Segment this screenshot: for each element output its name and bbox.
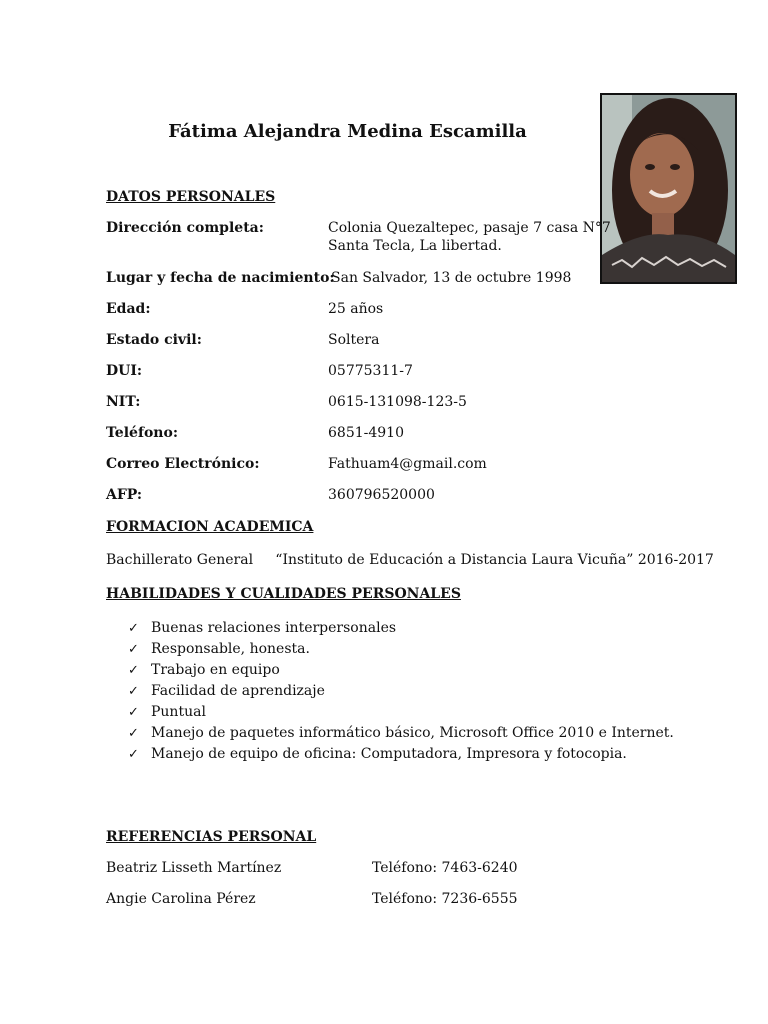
checkmark-icon: ✓ (128, 705, 139, 720)
profile-photo-illustration (602, 95, 735, 282)
skill-text: Puntual (151, 704, 206, 720)
skill-text: Facilidad de aprendizaje (151, 683, 325, 699)
checkmark-icon: ✓ (128, 747, 139, 762)
value-civil-status: Soltera (328, 332, 380, 348)
value-email: Fathuam4@gmail.com (328, 456, 487, 472)
list-item (128, 702, 674, 723)
label-nit: NIT: (106, 394, 141, 410)
value-age: 25 años (328, 301, 384, 317)
skills-list (128, 618, 674, 765)
reference-phone: Teléfono: 7236-6555 (372, 891, 518, 907)
skill-text: Manejo de paquetes informático básico, Microsoft Office 2010 e Internet. (151, 725, 674, 741)
list-item (128, 723, 674, 744)
resume-title: Fátima Alejandra Medina Escamilla (168, 121, 527, 142)
skill-text: Buenas relaciones interpersonales (151, 620, 397, 636)
label-address: Dirección completa: (106, 220, 264, 236)
list-item (128, 744, 674, 765)
profile-photo (600, 93, 737, 284)
value-dui: 05775311-7 (328, 363, 413, 379)
checkmark-icon: ✓ (128, 663, 139, 678)
label-phone: Teléfono: (106, 425, 178, 441)
heading-education: FORMACION ACADEMICA (106, 519, 314, 535)
checkmark-icon: ✓ (128, 642, 139, 657)
education-entry: Bachillerato General “Instituto de Educación a Distancia Laura Vicuña” 2016-2017 (106, 552, 714, 568)
value-birth: San Salvador, 13 de octubre 1998 (331, 270, 572, 286)
label-age: Edad: (106, 301, 151, 317)
reference-name: Beatriz Lisseth Martínez (106, 860, 282, 876)
reference-name: Angie Carolina Pérez (106, 891, 256, 907)
value-phone: 6851-4910 (328, 425, 404, 441)
heading-skills: HABILIDADES Y CUALIDADES PERSONALES (106, 586, 461, 602)
value-address: Colonia Quezaltepec, pasaje 7 casa N°7 Santa Tecla, La libertad. (328, 220, 611, 254)
checkmark-icon: ✓ (128, 621, 139, 636)
checkmark-icon: ✓ (128, 684, 139, 699)
label-afp: AFP: (106, 487, 142, 503)
skill-text: Manejo de equipo de oficina: Computadora, Impresora y fotocopia. (151, 746, 627, 762)
heading-personal-data: DATOS PERSONALES (106, 189, 276, 205)
label-email: Correo Electrónico: (106, 456, 260, 472)
skill-text: Trabajo en equipo (151, 662, 280, 678)
reference-phone: Teléfono: 7463-6240 (372, 860, 518, 876)
label-dui: DUI: (106, 363, 143, 379)
list-item (128, 639, 674, 660)
skill-text: Responsable, honesta. (151, 641, 310, 657)
list-item (128, 660, 674, 681)
checkmark-icon: ✓ (128, 726, 139, 741)
list-item (128, 681, 674, 702)
heading-references: REFERENCIAS PERSONAL (106, 829, 317, 845)
label-civil-status: Estado civil: (106, 332, 202, 348)
label-birth: Lugar y fecha de nacimiento: (106, 270, 335, 286)
list-item (128, 618, 674, 639)
value-nit: 0615-131098-123-5 (328, 394, 467, 410)
value-afp: 360796520000 (328, 487, 435, 503)
